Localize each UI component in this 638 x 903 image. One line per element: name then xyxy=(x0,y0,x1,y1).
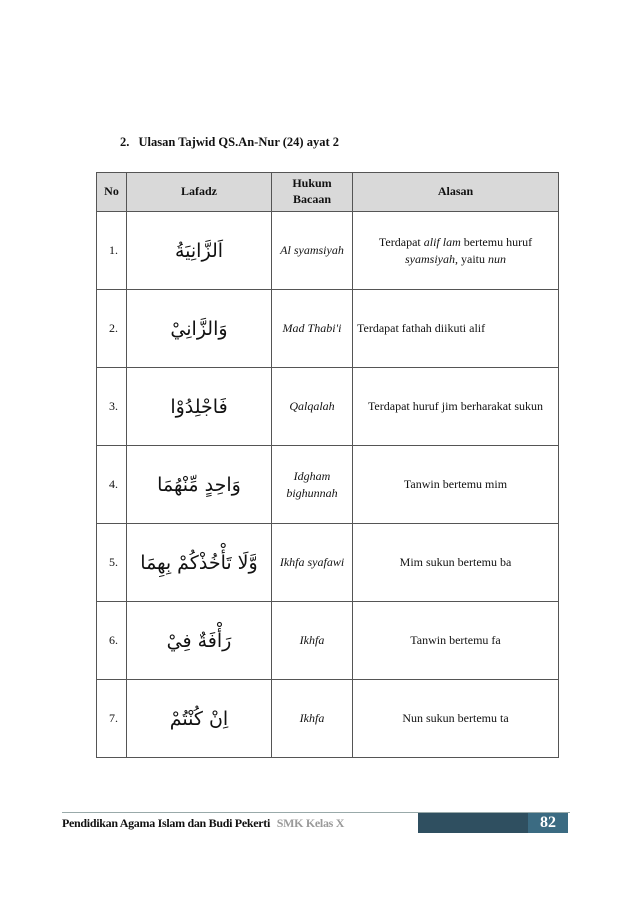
header-alasan: Alasan xyxy=(353,173,559,212)
row-number: 1. xyxy=(97,212,127,290)
alasan-text: Nun sukun bertemu ta xyxy=(402,711,509,726)
table-row xyxy=(97,290,559,368)
row-alasan xyxy=(353,290,559,368)
alasan-text: , yaitu xyxy=(455,251,488,266)
row-number: 7. xyxy=(97,680,127,758)
row-hukum-bacaan: Ikhfa syafawi xyxy=(272,524,353,602)
alasan-text: Terdapat fathah diikuti alif xyxy=(357,321,486,336)
row-hukum-bacaan: Ikhfa xyxy=(272,680,353,758)
section-title: Ulasan Tajwid QS.An-Nur (24) ayat 2 xyxy=(138,135,340,149)
alasan-text: Mim sukun bertemu ba xyxy=(399,555,512,570)
footer-kelas: SMK Kelas X xyxy=(276,816,345,830)
table-row xyxy=(97,680,559,758)
row-number: 2. xyxy=(97,290,127,368)
alasan-text: Tanwin bertemu mim xyxy=(403,477,508,492)
row-lafadz: فَاجْلِدُوْا xyxy=(127,368,272,446)
footer-book-title xyxy=(62,816,344,831)
header-no: No xyxy=(97,173,127,212)
alasan-text: syamsiyah xyxy=(405,251,455,266)
table-row xyxy=(97,524,559,602)
row-alasan xyxy=(353,368,559,446)
table-row xyxy=(97,446,559,524)
alasan-text: Terdapat huruf jim berharakat sukun xyxy=(367,399,544,414)
row-number: 3. xyxy=(97,368,127,446)
row-alasan xyxy=(353,602,559,680)
row-lafadz: وَّلَا تَأْخُذْكُمْ بِهِمَا xyxy=(127,524,272,602)
alasan-text: Tanwin bertemu fa xyxy=(410,633,501,648)
alasan-text: bertemu huruf xyxy=(460,234,533,249)
header-hukum: Hukum Bacaan xyxy=(272,173,353,212)
row-lafadz: وَالزَّانِيْ xyxy=(127,290,272,368)
row-number: 6. xyxy=(97,602,127,680)
alasan-text: Terdapat xyxy=(378,234,424,249)
row-lafadz: اَلزَّانِيَةُ xyxy=(127,212,272,290)
footer-book-name: Pendidikan Agama Islam dan Budi Pekerti xyxy=(62,816,271,830)
row-lafadz: اِنْ كُنْتُمْ xyxy=(127,680,272,758)
row-alasan xyxy=(353,212,559,290)
row-hukum-bacaan: Mad Thabi'i xyxy=(272,290,353,368)
tajwid-table xyxy=(96,172,559,758)
table-header-row xyxy=(97,173,559,212)
row-number: 4. xyxy=(97,446,127,524)
table-row xyxy=(97,368,559,446)
row-hukum-bacaan: Ikhfa xyxy=(272,602,353,680)
row-hukum-bacaan: Idgham bighunnah xyxy=(272,446,353,524)
header-lafadz: Lafadz xyxy=(127,173,272,212)
row-lafadz: رَأْفَةٌ فِيْ xyxy=(127,602,272,680)
row-alasan xyxy=(353,524,559,602)
row-hukum-bacaan: Qalqalah xyxy=(272,368,353,446)
table-row xyxy=(97,212,559,290)
section-heading xyxy=(120,135,339,150)
row-hukum-bacaan: Al syamsiyah xyxy=(272,212,353,290)
page-number: 82 xyxy=(528,813,568,833)
row-number: 5. xyxy=(97,524,127,602)
alasan-text: alif lam xyxy=(423,234,461,249)
row-alasan xyxy=(353,680,559,758)
section-number: 2. xyxy=(120,135,130,149)
alasan-text: nun xyxy=(488,251,506,266)
row-alasan xyxy=(353,446,559,524)
table-row xyxy=(97,602,559,680)
row-lafadz: وَاحِدٍ مِّنْهُمَا xyxy=(127,446,272,524)
